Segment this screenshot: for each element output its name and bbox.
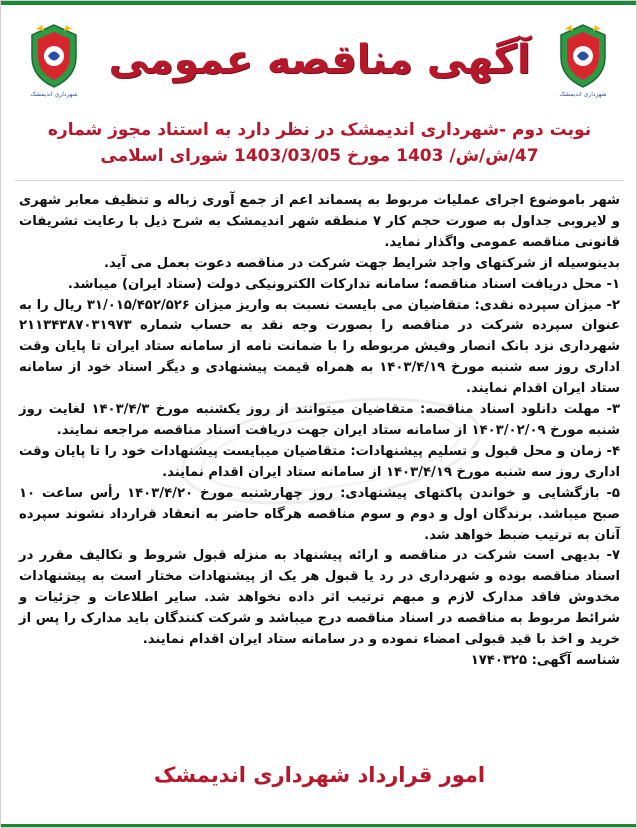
logo-caption: شهرداری اندیمشک [30,91,78,98]
footer-signature: امور قرارداد شهرداری اندیمشک [153,763,486,787]
top-color-strip [1,1,636,5]
subtitle-line-1: نوبت دوم -شهرداری اندیمشک در نظر دارد به استناد مجوز شماره [47,120,592,140]
municipality-logo-left [19,23,89,111]
clause-1: ۱- محل دریافت اسناد مناقصه؛ سامانه تدارکات الکترونیکی دولت (ستاد ایران) میباشد. [67,276,620,292]
bottom-color-strip [1,824,636,827]
clause-2: ۲- میزان سپرده نقدی: متقاضیان می بایست نسبت به واریز میزان ۳۱/۰۱۵/۴۵۲/۵۲۶ ریال را به عنوان سپرده شرکت در مناقصه را بصورت وجه نقد به حساب شماره ۲۱۱۳۴۳۸۷۰۳۱۹۷۳ شهرداری نزد بانک انصار وفیش مربوطه را با ضمانت نامه از سامانه ستاد ایران تا پایان وقت اداری روز سه شنبه مورخ ۱۴۰۳/۴/۱۹ به همراه قیمت پیشنهادی و دیگر اسناد خود از سامانه ستاد ایران اقدام نمایند. [19,297,620,397]
clause-4: ۴- زمان و محل قبول و تسلیم پیشنهادات: متقاضیان میبایست پیشنهادات خود را تا پایان وقت اداری روز سه شنبه مورخ ۱۴۰۳/۴/۱۹ از سامانه ستاد ایران اقدام نمایند. [19,443,620,480]
divider [15,180,624,181]
municipality-emblem-icon [555,23,611,89]
municipality-logo-right [548,23,618,111]
title-banner [96,19,543,101]
ad-identifier: شناسه آگهی: ۱۷۴۰۳۲۵ [470,652,620,668]
clause-3: ۳- مهلت دانلود اسناد مناقصه: متقاضیان میتوانند از روز یکشنبه مورخ ۱۴۰۳/۴/۳ لغایت روز شنبه مورخ ۱۴۰۳/۰۲/۰۹ از سامانه ستاد ایران جهت دریافت اسناد مناقصه مراجعه نمایند. [19,402,621,438]
subtitle-block [21,117,618,169]
page-title: آگهی مناقصه عمومی [108,37,531,83]
invitation-paragraph: بدینوسیله از شرکتهای واجد شرایط جهت شرکت در مناقصه دعوت بعمل می آید. [103,255,620,271]
clause-5: ۵- بازگشایی و خواندن پاکتهای پیشنهادی: روز چهارشنبه مورخ ۱۴۰۳/۴/۲۰ رأس ساعت ۱۰ صبح میباشد. برندگان اول و دوم و سوم مناقصه هرگاه حاضر به انعقاد قرارداد نشوند سپرده آنان به ترتیب ضبط خواهد شد. [19,485,620,543]
announcement-body [19,191,620,672]
logo-caption: شهرداری اندیمشک [559,91,607,98]
municipality-emblem-icon [26,23,82,89]
subtitle-line-2: 47/ش/ش/ 1403 مورخ 1403/03/05 شورای اسلامی [100,146,539,166]
intro-paragraph: شهر باموضوع اجرای عملیات مربوط به پسماند اعم از جمع آوری زباله و تنظیف معابر شهری و لایروبی جداول به صورت حجم کار ۷ منطقه شهر اندیمشک به شرح ذیل با رعایت تشریفات قانونی مناقصه عمومی واگذار نماید. [19,193,620,250]
clause-7: ۷- بدیهی است شرکت در مناقصه و ارائه پیشنهاد به منزله قبول شروط و تکالیف مقرر در اسناد مناقصه بوده و شهرداری در رد یا قبول هر یک از پیشنهادات مختار است به پیشنهادات مخدوش فاقد مدارک لازم و مبهم ترتیب اثر داده نخواهد شد. سایر اطلاعات و جزئیات و شرائط مربوط به مناقصه در اسناد مناقصه درج میباشد و شرکت کنندگان باید مدارک را پس از خرید و اخذ با قید قبولی امضاء نموده و در سامانه ستاد ایران اقدام نمایند. [19,548,620,648]
